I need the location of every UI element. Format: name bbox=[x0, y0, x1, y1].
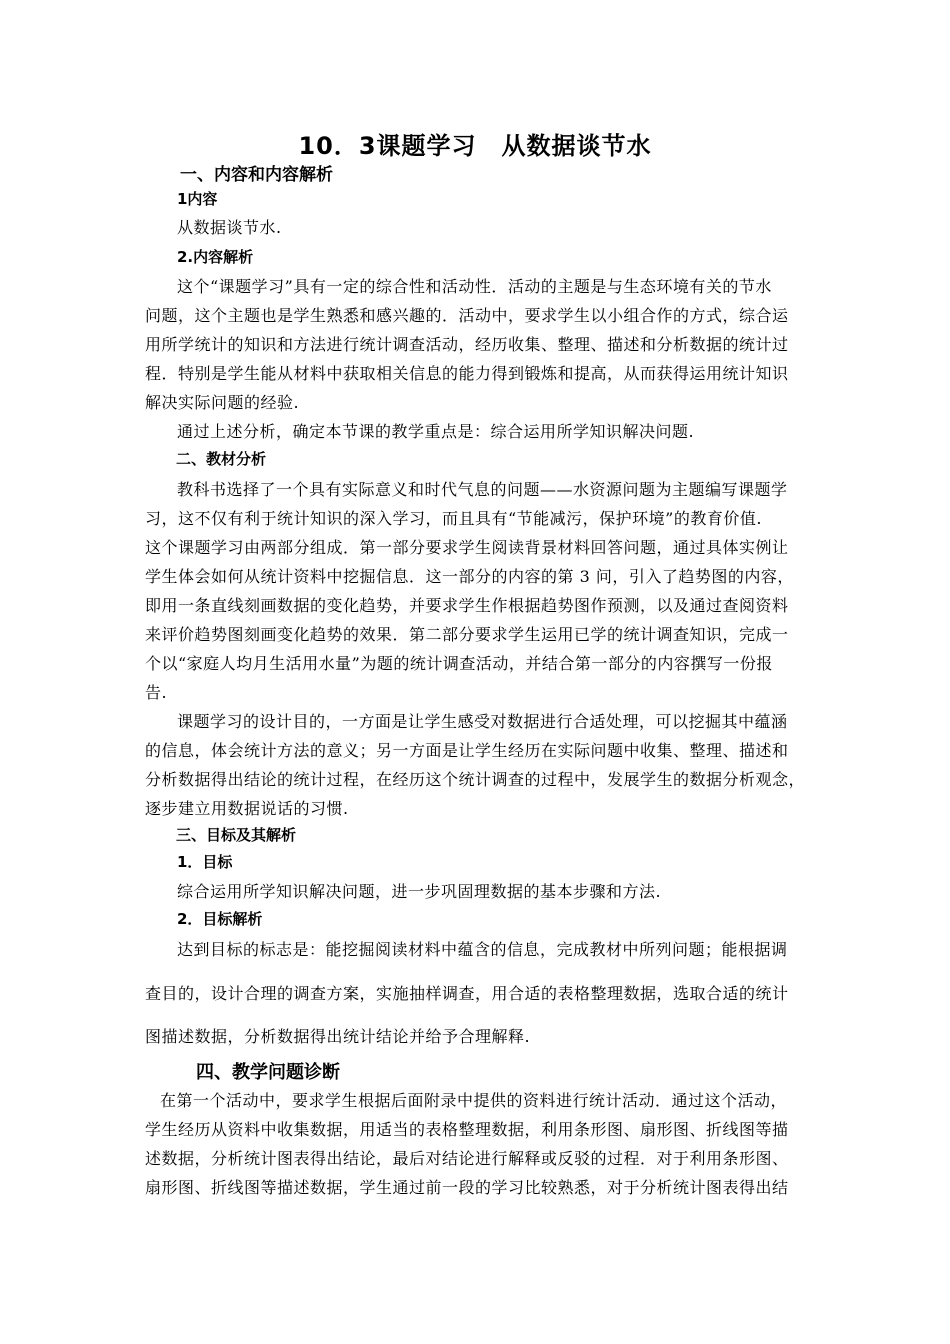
paragraph-line: 来评价趋势图刻画变化趋势的效果．第二部分要求学生运用已学的统计调查知识，完成一 bbox=[145, 625, 789, 644]
content-text: 从数据谈节水. bbox=[177, 218, 282, 237]
subheading-content: 1内容 bbox=[177, 190, 218, 208]
subheading-goal: 1．目标 bbox=[177, 853, 233, 871]
paragraph-line: 达到目标的标志是：能挖掘阅读材料中蕴含的信息，完成教材中所列问题；能根据调 bbox=[177, 940, 788, 959]
subheading-content-analysis: 2.内容解析 bbox=[177, 248, 254, 266]
paragraph-line: 教科书选择了一个具有实际意义和时代气息的问题——水资源问题为主题编写课题学 bbox=[177, 480, 788, 499]
paragraph-line: 告. bbox=[145, 683, 168, 702]
paragraph-line: 课题学习的设计目的，一方面是让学生感受对数据进行合适处理，可以挖掘其中蕴涵 bbox=[177, 712, 788, 731]
section-heading-2: 二、教材分析 bbox=[176, 450, 267, 468]
paragraph-line: 学生经历从资料中收集数据，用适当的表格整理数据，利用条形图、扇形图、折线图等描 bbox=[145, 1120, 789, 1139]
paragraph-line: 习，这不仅有利于统计知识的深入学习，而且具有“节能减污，保护环境”的教育价值. bbox=[145, 509, 762, 528]
paragraph-line: 这个“课题学习”具有一定的综合性和活动性．活动的主题是与生态环境有关的节水 bbox=[177, 277, 772, 296]
section-heading-4: 四、教学问题诊断 bbox=[196, 1062, 340, 1083]
page-title: 10．3课题学习 从数据谈节水 bbox=[298, 132, 652, 160]
paragraph-line: 综合运用所学知识解决问题，进一步巩固理数据的基本步骤和方法. bbox=[177, 882, 662, 901]
paragraph-line: 问题，这个主题也是学生熟悉和感兴趣的．活动中，要求学生以小组合作的方式，综合运 bbox=[145, 306, 789, 325]
paragraph-line: 图描述数据，分析数据得出统计结论并给予合理解释. bbox=[145, 1027, 531, 1046]
paragraph-line: 逐步建立用数据说话的习惯. bbox=[145, 799, 349, 818]
paragraph-line: 的信息，体会统计方法的意义；另一方面是让学生经历在实际问题中收集、整理、描述和 bbox=[145, 741, 789, 760]
paragraph-line: 程．特别是学生能从材料中获取相关信息的能力得到锻炼和提高，从而获得运用统计知识 bbox=[145, 364, 789, 383]
paragraph-line: 用所学统计的知识和方法进行统计调查活动，经历收集、整理、描述和分析数据的统计过 bbox=[145, 335, 789, 354]
paragraph-line: 扇形图、折线图等描述数据，学生通过前一段的学习比较熟悉，对于分析统计图表得出结 bbox=[145, 1178, 789, 1197]
section-heading-1: 一、内容和内容解析 bbox=[180, 165, 333, 185]
paragraph-line: 分析数据得出结论的统计过程，在经历这个统计调查的过程中，发展学生的数据分析观念， bbox=[145, 770, 806, 789]
paragraph-line: 在第一个活动中，要求学生根据后面附录中提供的资料进行统计活动．通过这个活动， bbox=[160, 1091, 788, 1110]
paragraph-line: 通过上述分析，确定本节课的教学重点是：综合运用所学知识解决问题. bbox=[177, 422, 695, 441]
paragraph-line: 查目的，设计合理的调查方案，实施抽样调查，用合适的表格整理数据，选取合适的统计 bbox=[145, 984, 789, 1003]
paragraph-line: 个以“家庭人均月生活用水量”为题的统计调查活动，并结合第一部分的内容撰写一份报 bbox=[145, 654, 773, 673]
section-heading-3: 三、目标及其解析 bbox=[176, 826, 297, 844]
paragraph-line: 这个课题学习由两部分组成．第一部分要求学生阅读背景材料回答问题，通过具体实例让 bbox=[145, 538, 789, 557]
paragraph-line: 学生体会如何从统计资料中挖掘信息．这一部分的内容的第 3 问，引入了趋势图的内容， bbox=[145, 567, 794, 586]
subheading-goal-analysis: 2．目标解析 bbox=[177, 910, 263, 928]
paragraph-line: 述数据，分析统计图表得出结论，最后对结论进行解释或反驳的过程．对于利用条形图、 bbox=[145, 1149, 789, 1168]
paragraph-line: 解决实际问题的经验. bbox=[145, 393, 300, 412]
paragraph-line: 即用一条直线刻画数据的变化趋势，并要求学生作根据趋势图作预测，以及通过查阅资料 bbox=[145, 596, 789, 615]
